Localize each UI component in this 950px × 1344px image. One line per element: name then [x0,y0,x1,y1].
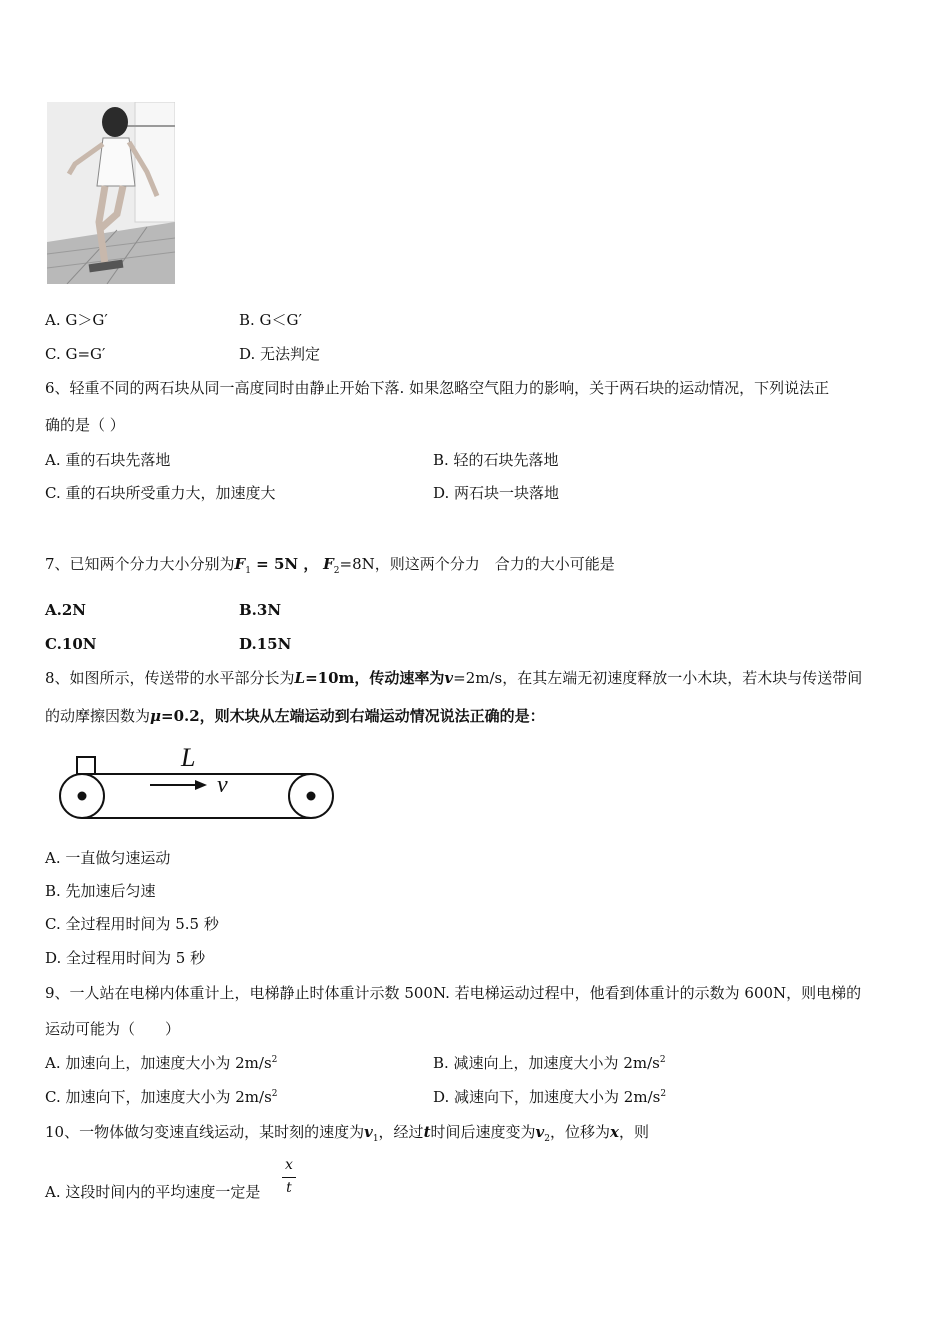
fraction-denominator: t [286,1180,292,1196]
q9-stem-line1: 9、一人站在电梯内体重计上，电梯静止时体重计示数 500N. 若电梯运动过程中，他看到体重计的示数为 600N，则电梯的 [45,984,862,1002]
q6-option-d[interactable]: D. 两石块一块落地 [433,484,560,502]
q10-v2: v [535,1123,545,1141]
q9-option-b-text: B. 减速向上，加速度大小为 2m/s [433,1054,660,1072]
q9-option-b-sup: 2 [659,1055,666,1065]
q8-line2-a: 的动摩擦因数为 [45,707,151,725]
q9-option-d-sup: 2 [660,1089,667,1099]
q7-f2-sub: 2 [333,566,340,576]
q7-f2: F [323,555,334,573]
q6-stem-line2: 确的是（ ） [45,416,125,434]
q7-stem [45,554,615,574]
fraction-numerator: x [285,1157,293,1173]
q5-option-c[interactable]: C. G=G′ [45,345,106,363]
q8-line2-b: =0.2，则木块从左端运动到右端运动情况说法正确的是： [161,707,545,725]
q5-option-d[interactable]: D. 无法判定 [239,345,321,363]
q8-stem-line2 [45,706,545,726]
q8-line2-mu: μ [150,707,161,725]
q10-stem-e: ，则 [618,1123,649,1141]
q7-option-b[interactable]: B.3N [239,601,282,619]
q8-line1-a: 8、如图所示，传送带的水平部分长为 [45,669,295,687]
q6-option-a[interactable]: A. 重的石块先落地 [45,451,171,469]
q10-stem-d: ，位移为 [549,1123,610,1141]
wood-block [77,757,95,774]
q7-f2-value: =8N，则这两个分力 合力的大小可能是 [339,555,615,573]
q9-option-a-sup: 2 [271,1055,278,1065]
q9-option-d-text: D. 减速向下，加速度大小为 2m/s [433,1088,661,1106]
q9-stem-line2: 运动可能为（ ） [45,1020,181,1038]
q8-line1-b: =10m，传动速率为 [305,669,445,687]
q9-option-c-text: C. 加速向下，加速度大小为 2m/s [45,1088,272,1106]
q10-v1: v [364,1123,373,1141]
q8-option-a[interactable]: A. 一直做匀速运动 [45,849,171,867]
left-pulley-axle [78,792,87,801]
q10-v1-sub: 1 [372,1134,379,1144]
q8-line1-c: =2m/s，在其左端无初速度释放一小木块，若木块与传送带间 [453,669,863,687]
q7-option-a[interactable]: A.2N [45,601,87,619]
q6-stem-line1: 6、轻重不同的两石块从同一高度同时由静止开始下落. 如果忽略空气阻力的影响，关于两石块的运动情况，下列说法正 [45,379,830,397]
q10-stem [45,1122,649,1142]
q9-option-c-sup: 2 [271,1089,278,1099]
q10-x: x [609,1123,619,1141]
q8-line1-L: L [294,669,306,687]
q7-f1: F [234,555,246,573]
q5-option-b[interactable]: B. G＜G′ [239,311,302,329]
fraction-bar [282,1177,296,1178]
q10-t: t [423,1123,431,1141]
q6-option-b[interactable]: B. 轻的石块先落地 [433,451,559,469]
q8-stem-line1 [45,668,862,688]
label-L: L [181,743,196,772]
q10-v2-sub: 2 [544,1134,550,1144]
label-v: v [217,772,228,798]
q9-option-d[interactable] [433,1087,666,1107]
q9-option-a[interactable] [45,1053,277,1073]
velocity-arrowhead [195,780,207,790]
q10-option-a[interactable]: A. 这段时间内的平均速度一定是 [45,1183,261,1201]
person-on-scale-photo [47,102,175,284]
q7-option-c[interactable]: C.10N [45,635,97,653]
q8-line1-v: v [444,669,454,687]
q7-prefix: 7、已知两个分力大小分别为 [45,555,235,573]
q10-stem-a: 10、一物体做匀变速直线运动，某时刻的速度为 [45,1123,365,1141]
conveyor-belt-diagram [55,742,340,824]
q8-option-d[interactable]: D. 全过程用时间为 5 秒 [45,949,206,967]
q8-option-c[interactable]: C. 全过程用时间为 5.5 秒 [45,915,219,933]
q7-f1-sub: 1 [245,566,251,576]
q10-stem-c: 时间后速度变为 [430,1123,536,1141]
q9-option-c[interactable] [45,1087,278,1107]
q9-option-a-text: A. 加速向上，加速度大小为 2m/s [45,1054,272,1072]
q9-option-b[interactable] [433,1053,666,1073]
right-pulley-axle [307,792,316,801]
q6-option-c[interactable]: C. 重的石块所受重力大，加速度大 [45,484,276,502]
q10-stem-b: ，经过 [378,1123,424,1141]
q8-option-b[interactable]: B. 先加速后匀速 [45,882,156,900]
q7-option-d[interactable]: D.15N [239,635,292,653]
q5-option-a[interactable]: A. G＞G′ [45,311,108,329]
q7-f1-value: = 5N ， [250,555,319,573]
